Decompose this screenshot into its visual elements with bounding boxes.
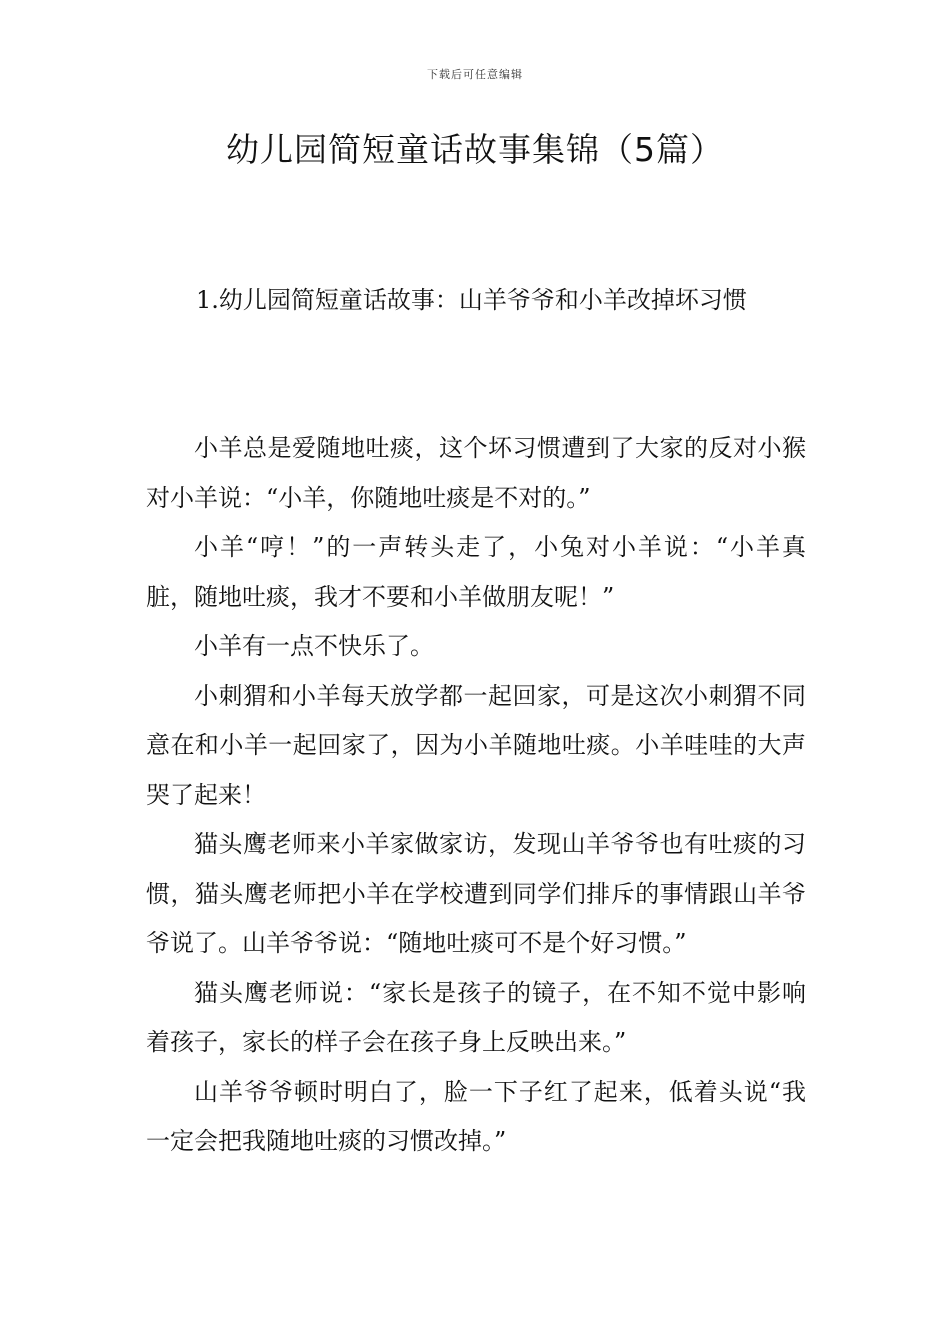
section-heading: 1.幼儿园简短童话故事：山羊爷爷和小羊改掉坏习惯 xyxy=(196,286,747,314)
story-paragraph: 小刺猬和小羊每天放学都一起回家，可是这次小刺猬不同意在和小羊一起回家了，因为小羊随地吐痰。小羊哇哇的大声哭了起来！ xyxy=(146,681,806,809)
story-paragraph: 小羊“哼！”的一声转头走了，小兔对小羊说：“小羊真脏，随地吐痰，我才不要和小羊做朋友呢！” xyxy=(146,533,806,611)
story-paragraph: 猫头鹰老师说：“家长是孩子的镜子，在不知不觉中影响着孩子，家长的样子会在孩子身上反映出来。” xyxy=(146,978,806,1056)
header-note: 下载后可任意编辑 xyxy=(427,68,523,81)
story-body xyxy=(146,424,806,1167)
document-title: 幼儿园简短童话故事集锦（5篇） xyxy=(226,130,724,169)
story-paragraph: 小羊总是爱随地吐痰，这个坏习惯遭到了大家的反对小猴对小羊说：“小羊，你随地吐痰是不对的。” xyxy=(146,434,806,512)
story-paragraph: 小羊有一点不快乐了。 xyxy=(194,632,434,660)
story-paragraph: 猫头鹰老师来小羊家做家访，发现山羊爷爷也有吐痰的习惯，猫头鹰老师把小羊在学校遭到同学们排斥的事情跟山羊爷爷说了。山羊爷爷说：“随地吐痰可不是个好习惯。” xyxy=(146,830,806,957)
story-paragraph: 山羊爷爷顿时明白了，脸一下子红了起来，低着头说“我一定会把我随地吐痰的习惯改掉。” xyxy=(146,1077,806,1155)
